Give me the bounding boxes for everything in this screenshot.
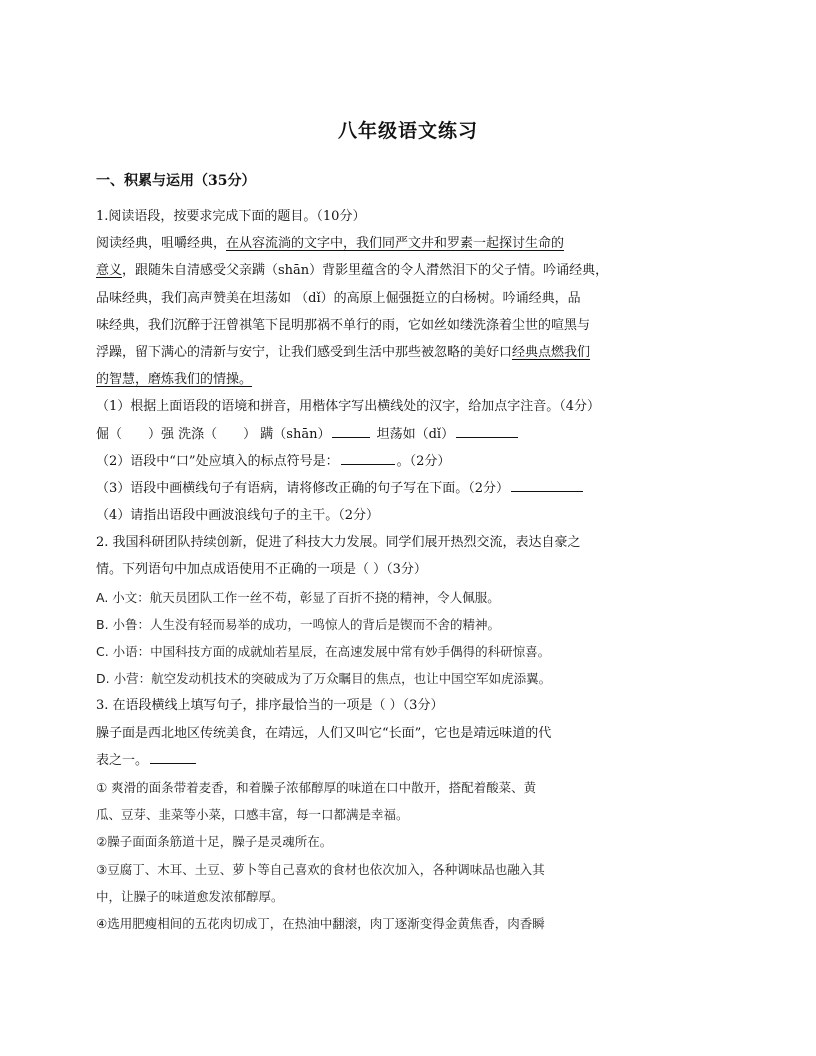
- section-heading: 一、积累与运用（35分）: [96, 173, 256, 189]
- q1-passage-line: 品味经典，我们高声赞美在坦荡如 （dǐ）的高原上倔强挺立的白杨树。吟诵经典，品: [96, 290, 581, 306]
- q2-heading: 2. 我国科研团队持续创新，促进了科技大力发展。同学们展开热烈交流，表达自豪之: [96, 535, 581, 551]
- q3-option-3: 中，让臊子的味道愈发浓郁醇厚。: [96, 888, 284, 904]
- q3-option-2: ②臊子面面条筋道十足，臊子是灵魂所在。: [96, 834, 333, 850]
- wavy-sentence: 的智慧，磨炼我们的情操。: [96, 372, 253, 388]
- q2-option-a: A. 小文：航天员团队工作一丝不苟，彰显了百折不挠的精神，令人佩服。: [96, 589, 500, 605]
- q1-sub1: （1）根据上面语段的语境和拼音，用楷体字写出横线处的汉字，给加点字注音。（4分）: [96, 399, 601, 415]
- q3-passage-line: 臊子面是西北地区传统美食，在靖远，人们又叫它“长面”，它也是靖远味道的代: [96, 725, 552, 741]
- q1-sub2: （2）语段中“口”处应填入的标点符号是： 。（2分）: [96, 448, 656, 475]
- underlined-sentence: 意义: [96, 263, 123, 279]
- q1-sub1-answers: 倔（ ）强 洗涤（ ） 蹒（shān） 坦荡如（dǐ）: [96, 421, 656, 448]
- q1-passage-line: 阅读经典，咀嚼经典，在从容流淌的文字中，我们同严文井和罗素一起探讨生命的: [96, 236, 565, 252]
- answer-blank[interactable]: [332, 423, 370, 438]
- q3-option-4: ④选用肥瘦相间的五花肉切成丁，在热油中翻滚，肉丁逐渐变得金黄焦香，肉香瞬: [96, 915, 545, 931]
- answer-blank[interactable]: [511, 477, 583, 492]
- q2-option-d: D. 小营：航空发动机技术的突破成为了万众瞩目的焦点，也让中国空军如虎添翼。: [96, 671, 552, 687]
- answer-blank[interactable]: [341, 450, 395, 465]
- q1-passage-line: 味经典，我们沉醉于汪曾祺笔下昆明那祸不单行的雨，它如丝如缕洗涤着尘世的喧黑与: [96, 317, 591, 333]
- q3-option-1: ① 爽滑的面条带着麦香，和着臊子浓郁醇厚的味道在口中散开，搭配着酸菜、黄: [96, 779, 537, 795]
- q1-passage-line: 浮躁，留下满心的清新与安宁，让我们感受到生活中那些被忽略的美好口经典点燃我们: [96, 344, 591, 360]
- q1-heading: 1.阅读语段，按要求完成下面的题目。（10分）: [96, 209, 366, 224]
- answer-blank[interactable]: [150, 749, 196, 764]
- q1-passage-line: 意义，跟随朱自清感受父亲蹒（shān）背影里蕴含的令人潸然泪下的父子情。吟诵经典，: [96, 263, 609, 279]
- q3-heading: 3. 在语段横线上填写句子，排序最恰当的一项是（ ）（3分）: [96, 698, 444, 714]
- q1-sub4: （4）请指出语段中画波浪线句子的主干。（2分）: [96, 508, 380, 524]
- wavy-sentence: 经典点燃我们: [512, 344, 591, 360]
- page-title: 八年级语文练习: [337, 120, 478, 142]
- q3-option-3: ③豆腐丁、木耳、土豆、萝卜等自己喜欢的食材也依次加入，各种调味品也融入其: [96, 861, 545, 877]
- q2-option-b: B. 小鲁：人生没有轻而易举的成功，一鸣惊人的背后是锲而不舍的精神。: [96, 616, 501, 632]
- q3-option-1: 瓜、豆芽、韭菜等小菜，口感丰富，每一口都满是幸福。: [96, 807, 409, 823]
- q2-heading: 情。下列语句中加点成语使用不正确的一项是（ ）（3分）: [96, 562, 427, 578]
- q3-passage-line: 表之一。: [96, 747, 656, 774]
- q1-sub3: （3）语段中画横线句子有语病，请将修改正确的句子写在下面。（2分）: [96, 475, 656, 502]
- q2-option-c: C. 小语：中国科技方面的成就灿若星辰，在高速发展中常有妙手偶得的科研惊喜。: [96, 644, 551, 659]
- underlined-sentence: 在从容流淌的文字中，我们同严文井和罗素一起探讨生命的: [226, 236, 565, 252]
- question-body: [96, 203, 656, 937]
- q1-passage-line: [96, 366, 656, 393]
- answer-blank[interactable]: [456, 423, 518, 438]
